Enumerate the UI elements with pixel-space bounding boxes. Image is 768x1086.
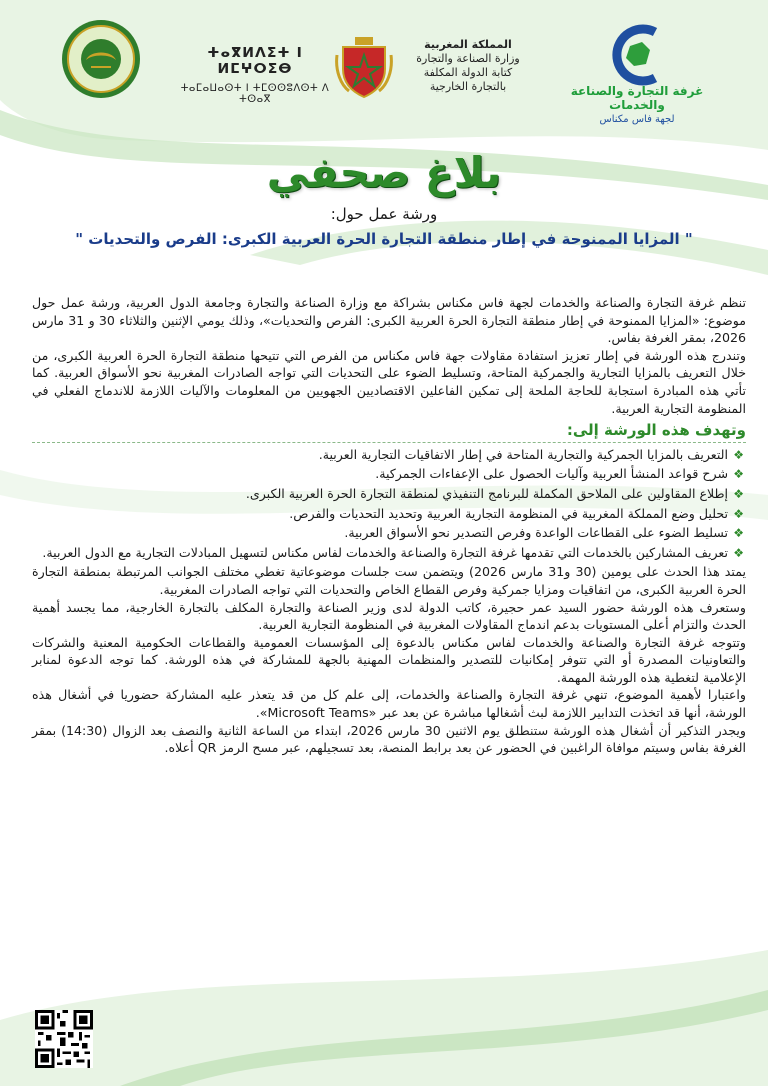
qr-code-icon[interactable] <box>35 1010 93 1068</box>
paragraph: وتتوجه غرفة التجارة والصناعة والخدمات لفاس مكناس بالدعوة إلى المؤسسات العمومية والقطاعات الحكومية المعنية والشركات والتعاونيات المصدرة أو التي تتوفر إمكانيات للتصدير والمنظمات المهنية بالجهة للمشاركة في هذه الورشة. كما توجه الدعوة لمنابر الإعلامية لتغطية هذه الورشة المهمة. <box>32 634 746 685</box>
ministry-line: كتابة الدولة المكلفة <box>423 66 513 79</box>
arab-league-logo-icon <box>60 18 142 100</box>
workshop-title: " المزايا الممنوحة في إطار منطقة التجارة الحرة العربية الكبرى: الفرص والتحديات " <box>75 230 693 248</box>
amazigh-heading <box>175 45 335 105</box>
goal-text: تسليط الضوء على القطاعات الواعدة وفرص التصدير نحو الأسواق العربية. <box>344 525 728 541</box>
workshop-label: ورشة عمل حول: <box>330 205 438 223</box>
moroccan-emblem-icon <box>335 35 393 101</box>
list-item <box>32 505 746 523</box>
ministry-line: بالتجارة الخارجية <box>429 80 507 93</box>
paragraph: تنظم غرفة التجارة والصناعة والخدمات لجهة فاس مكناس بشراكة مع وزارة الصناعة والتجارة وجامعة الدول العربية، ورشة عمل حول موضوع: «المزايا الممنوحة في إطار منطقة التجارة الحرة العربية الكبرى: الفرص والتحديات»، وذلك يومي الإثنين والثلاثاء 30 و 31 مارس 2026، بمقر الغرفة بفاس. <box>32 295 746 346</box>
paragraph: ويجدر التذكير أن أشغال هذه الورشة ستنطلق يوم الاثنين 30 مارس 2026، ابتداء من الساعة الثانية والنصف بعد الزوال (14:30) بمقر الغرفة بفاس وسيتم موافاة الراغبين في الحضور عن بعد برابط المنصة، بعد تسجيلهم، عبر مسح الرمز QR أعلاه. <box>32 722 746 756</box>
ministry-line: المملكة المغربية <box>424 38 512 51</box>
goals-list <box>32 446 746 562</box>
paragraph: يمتد هذا الحدث على يومين (30 و31 مارس 2026) ويتضمن ست جلسات موضوعاتية تغطي مختلف الجوانب المرتبطة بمنطقة التجارة الحرة العربية الكبرى، من اتفاقيات ومزايا جمركية وفرص القطاع الخاص والتحديات التي تواجه الصادرات المغربية. <box>32 564 746 597</box>
amazigh-line-1: ⵜⴰⴳⵍⴷⵉⵜ ⵏ ⵍⵎⵖⵔⵉⴱ <box>207 45 303 77</box>
chamber-name-block <box>552 84 722 125</box>
list-item <box>32 485 746 503</box>
amazigh-line-2: ⵜⴰⵎⴰⵡⴰⵙⵜ ⵏ ⵜⵎⵙⵙⵓⴷⵙⵜ ⴷ ⵜⵙⴰⴳ <box>180 83 330 105</box>
goal-text: التعريف بالمزايا الجمركية والتجارية المتاحة في إطار الاتفاقيات التجارية العربية. <box>318 446 728 462</box>
bullet-diamond-icon: ❖ <box>733 467 744 482</box>
list-item <box>32 446 746 464</box>
goal-text: تعريف المشاركين بالخدمات التي تقدمها غرفة التجارة والصناعة والخدمات لفاس مكناس لتسهيل المبادلات التجارية مع الدول العربية. <box>42 544 728 560</box>
list-item <box>32 524 746 542</box>
goal-text: شرح قواعد المنشأ العربية وآليات الحصول على الإعفاءات الجمركية. <box>375 466 728 482</box>
ministry-line: وزارة الصناعة والتجارة <box>416 52 520 65</box>
bullet-diamond-icon: ❖ <box>733 506 744 521</box>
chamber-name: غرفة التجارة والصناعة والخدمات <box>570 84 704 112</box>
goal-text: تحليل وضع المملكة المغربية في المنظومة التجارية العربية وتحديد التحديات والفرص. <box>289 505 728 521</box>
paragraph: واعتبارا لأهمية الموضوع، تنهي غرفة التجارة والصناعة والخدمات، إلى علم كل من قد يتعذر عليه المشاركة حضوريا في أشغال هذه الورشة، أنها قد اتخذت التدابير اللازمة لبث أشغالها مباشرة عن بعد عبر «Microsoft Teams». <box>32 687 746 721</box>
goals-heading: وتهدف هذه الورشة إلى: <box>32 422 746 443</box>
bullet-diamond-icon: ❖ <box>733 447 744 462</box>
bullet-diamond-icon: ❖ <box>733 526 744 541</box>
list-item <box>32 544 746 562</box>
press-release-body <box>32 294 746 757</box>
ministry-block <box>398 38 538 94</box>
list-item <box>32 465 746 483</box>
bullet-diamond-icon: ❖ <box>733 486 744 501</box>
header <box>0 10 768 125</box>
paragraph: وتندرج هذه الورشة في إطار تعزيز استفادة مقاولات جهة فاس مكناس من الفرص التي تتيحها منطقة التجارة الحرة العربية الكبرى، من خلال التعريف بالمزايا التجارية والجمركية المتاحة، وتسليط الضوء على التحديات التي تواجه الصادرات المغربية نحو الأسواق العربية. كما تأتي هذه المبادرة استجابة للحاجة الملحة إلى تمكين الفاعلين الاقتصاديين الجهويين من المعلومات والآليات اللازمة للاندماج الفعلي في المنظومة التجارية العربية. <box>32 347 746 416</box>
chamber-region: لجهة فاس مكناس <box>599 114 675 125</box>
goal-text: إطلاع المقاولين على الملاحق المكملة للبرنامج التنفيذي لمنطقة التجارة الحرة العربية الكبرى. <box>245 485 728 501</box>
bullet-diamond-icon: ❖ <box>733 545 744 560</box>
page-title: بلاغ صحفي <box>266 148 502 197</box>
paragraph: وستعرف هذه الورشة حضور السيد عمر حجيرة، كاتب الدولة لدى وزير الصناعة والتجارة المكلف بالتجارة الخارجية، مما يجسد أهمية الحدث والتزام أعلى المستويات بدعم اندماج المقاولات المغربية في المنظومة التجارية العربية. <box>32 599 746 633</box>
